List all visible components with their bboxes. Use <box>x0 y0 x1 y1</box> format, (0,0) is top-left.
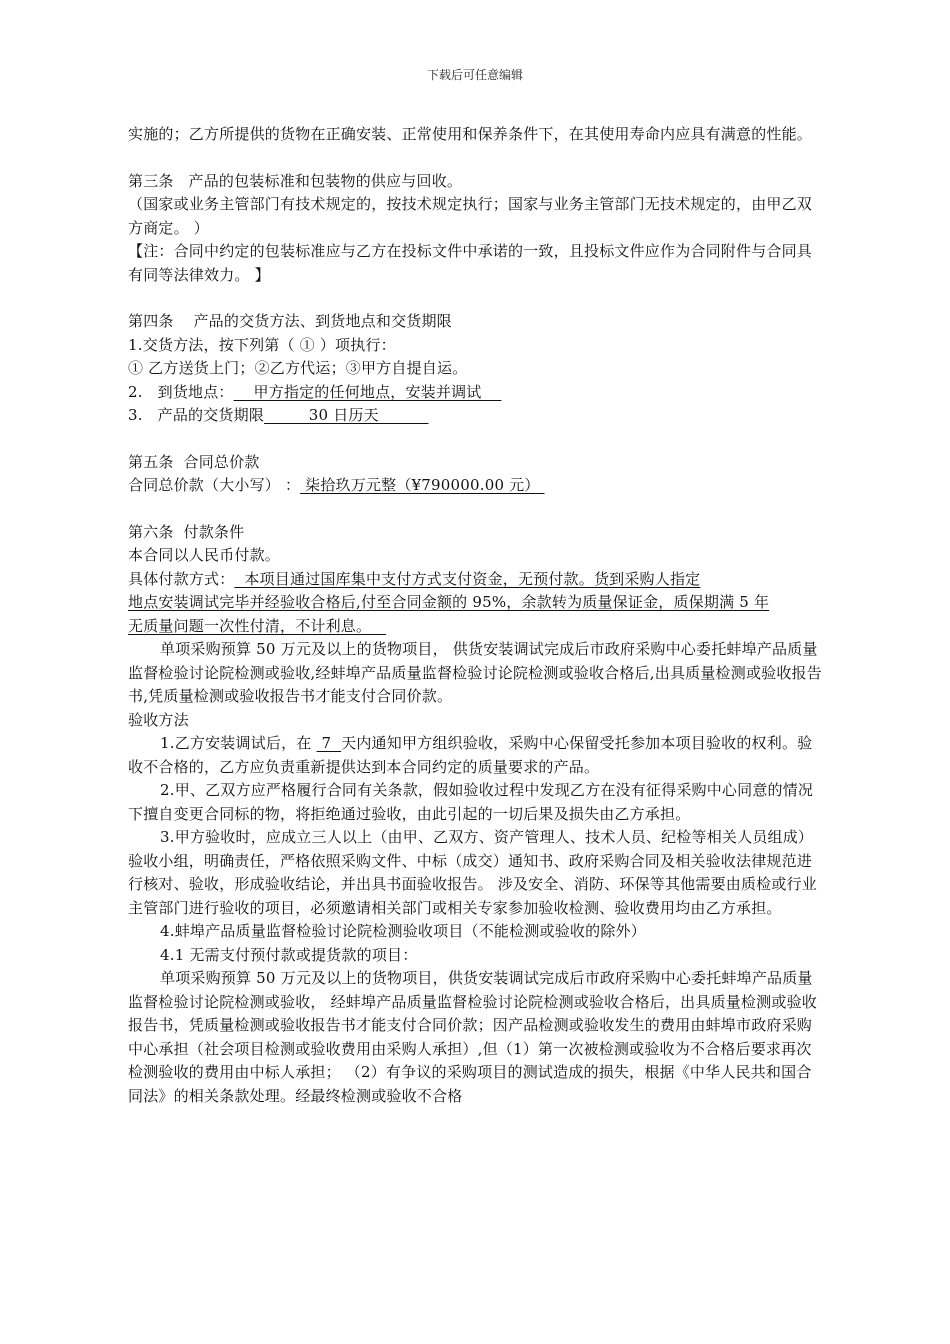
acceptance-item-1-post: 天内通知甲方组织验收，采购中心保留受托参加本项目验收的权利。验收不合格的，乙方应负责重新提供达到本合同约定的质量要求的产品。 <box>128 734 813 776</box>
intro-paragraph: 实施的；乙方所提供的货物在正确安装、正常使用和保养条件下，在其使用寿命内应具有满意的性能。 <box>128 125 813 143</box>
delivery-location-label: 2. 到货地点： <box>128 382 234 401</box>
total-price-label: 合同总价款（大小写） ： <box>128 476 301 494</box>
acceptance-title: 验收方法 <box>128 710 189 729</box>
article-3-annotation: 【注：合同中约定的包装标准应与乙方在投标文件中承诺的一致，且投标文件应作为合同附件与合同具有同等法律效力。 】 <box>128 242 813 284</box>
total-price-line <box>128 474 824 498</box>
delivery-method-line: 1.交货方法，按下列第（ ① ）项执行： <box>128 335 396 354</box>
acceptance-item-4: 4.蚌埠产品质量监督检验讨论院检测验收项目（不能检测或验收的除外） <box>160 922 646 940</box>
page-header: 下载后可任意编辑 <box>426 68 523 82</box>
delivery-period-label: 3. 产品的交货期限 <box>128 406 265 424</box>
acceptance-item-1-pre: 1.乙方安装调试后，在 <box>160 734 317 752</box>
payment-method-value: 本项目通过国库集中支付方式支付资金，无预付款。货到采购人指定 <box>234 569 701 588</box>
total-price-value: 柒拾玖万元整（¥790000.00 元） <box>300 476 545 494</box>
payment-terms-line-3: 无质量问题一次性付清，不计利息。 <box>128 616 387 635</box>
acceptance-item-4-1-paragraph: 单项采购预算 50 万元及以上的货物项目，供货安装调试完成后市政府采购中心委托蚌埠产品质量监督检验讨论院检测或验收， 经蚌埠产品质量监督检验讨论院检测或验收合格后，出具质量检测或验收报告书，凭质量检测或验收报告书才能支付合同价款；因产品检测或验收发生的费用由蚌埠市政府采购中心承担（社会项目检测或验收费用由采购人承担）,但（1）第一次被检测或验收为不合格后要求再次检测验收的费用由中标人承担； （2）有争议的采购项目的测试造成的损失，根据《中华人民共和国合同法》的相关条款处理。经最终检测或验收不合格 <box>128 969 817 1105</box>
acceptance-item-4-1: 4.1 无需支付预付款或提货款的项目： <box>160 945 418 964</box>
delivery-options-line: ① 乙方送货上门；②乙方代运；③甲方自提自运。 <box>128 359 468 377</box>
article-6-title: 第六条 付款条件 <box>128 522 245 541</box>
delivery-location-line <box>128 381 824 405</box>
payment-terms-line-2: 地点安装调试完毕并经验收合格后,付至合同金额的 95%，余款转为质量保证金，质保期满 5 年 <box>128 593 770 611</box>
currency-line: 本合同以人民币付款。 <box>128 546 281 564</box>
article-4-title: 第四条 产品的交货方法、到货地点和交货期限 <box>128 312 452 330</box>
acceptance-days-value: 7 <box>316 734 342 752</box>
acceptance-item-2: 2.甲、乙双方应严格履行合同有关条款，假如验收过程中发现乙方在没有征得采购中心同意的情况下擅自变更合同标的物，将拒绝通过验收，由此引起的一切后果及损失由乙方承担。 <box>128 781 814 823</box>
document-body <box>128 123 824 1108</box>
article-3-note: （国家或业务主管部门有技术规定的，按技术规定执行；国家与业务主管部门无技术规定的，由甲乙双方商定。 ） <box>128 195 813 237</box>
payment-method-label: 具体付款方式： <box>128 569 235 588</box>
inspection-paragraph: 单项采购预算 50 万元及以上的货物项目， 供货安装调试完成后市政府采购中心委托蚌埠产品质量监督检验讨论院检测或验收,经蚌埠产品质量监督检验讨论院检测或验收合格后,出具质量检测或验收报告书,凭质量检测或验收报告书才能支付合同价款。 <box>128 640 822 705</box>
acceptance-item-3: 3.甲方验收时，应成立三人以上（由甲、乙双方、资产管理人、技术人员、纪检等相关人员组成）验收小组，明确责任，严格依照采购文件、中标（成交）通知书、政府采购合同及相关验收法律规范进行核对、验收，形成验收结论，并出具书面验收报告。 涉及安全、消防、环保等其他需要由质检或行业主管部门进行验收的项目，必须邀请相关部门或相关专家参加验收检测、验收费用均由乙方承担。 <box>128 828 817 917</box>
article-3-title: 第三条 产品的包装标准和包装物的供应与回收。 <box>128 171 463 190</box>
delivery-period-line <box>128 404 824 428</box>
delivery-location-value: 甲方指定的任何地点，安装并调试 <box>233 382 502 401</box>
payment-method-line <box>128 568 824 592</box>
article-5-title: 第五条 合同总价款 <box>128 452 260 471</box>
acceptance-item-1 <box>128 732 824 779</box>
delivery-period-value: 30 日历天 <box>264 406 429 424</box>
